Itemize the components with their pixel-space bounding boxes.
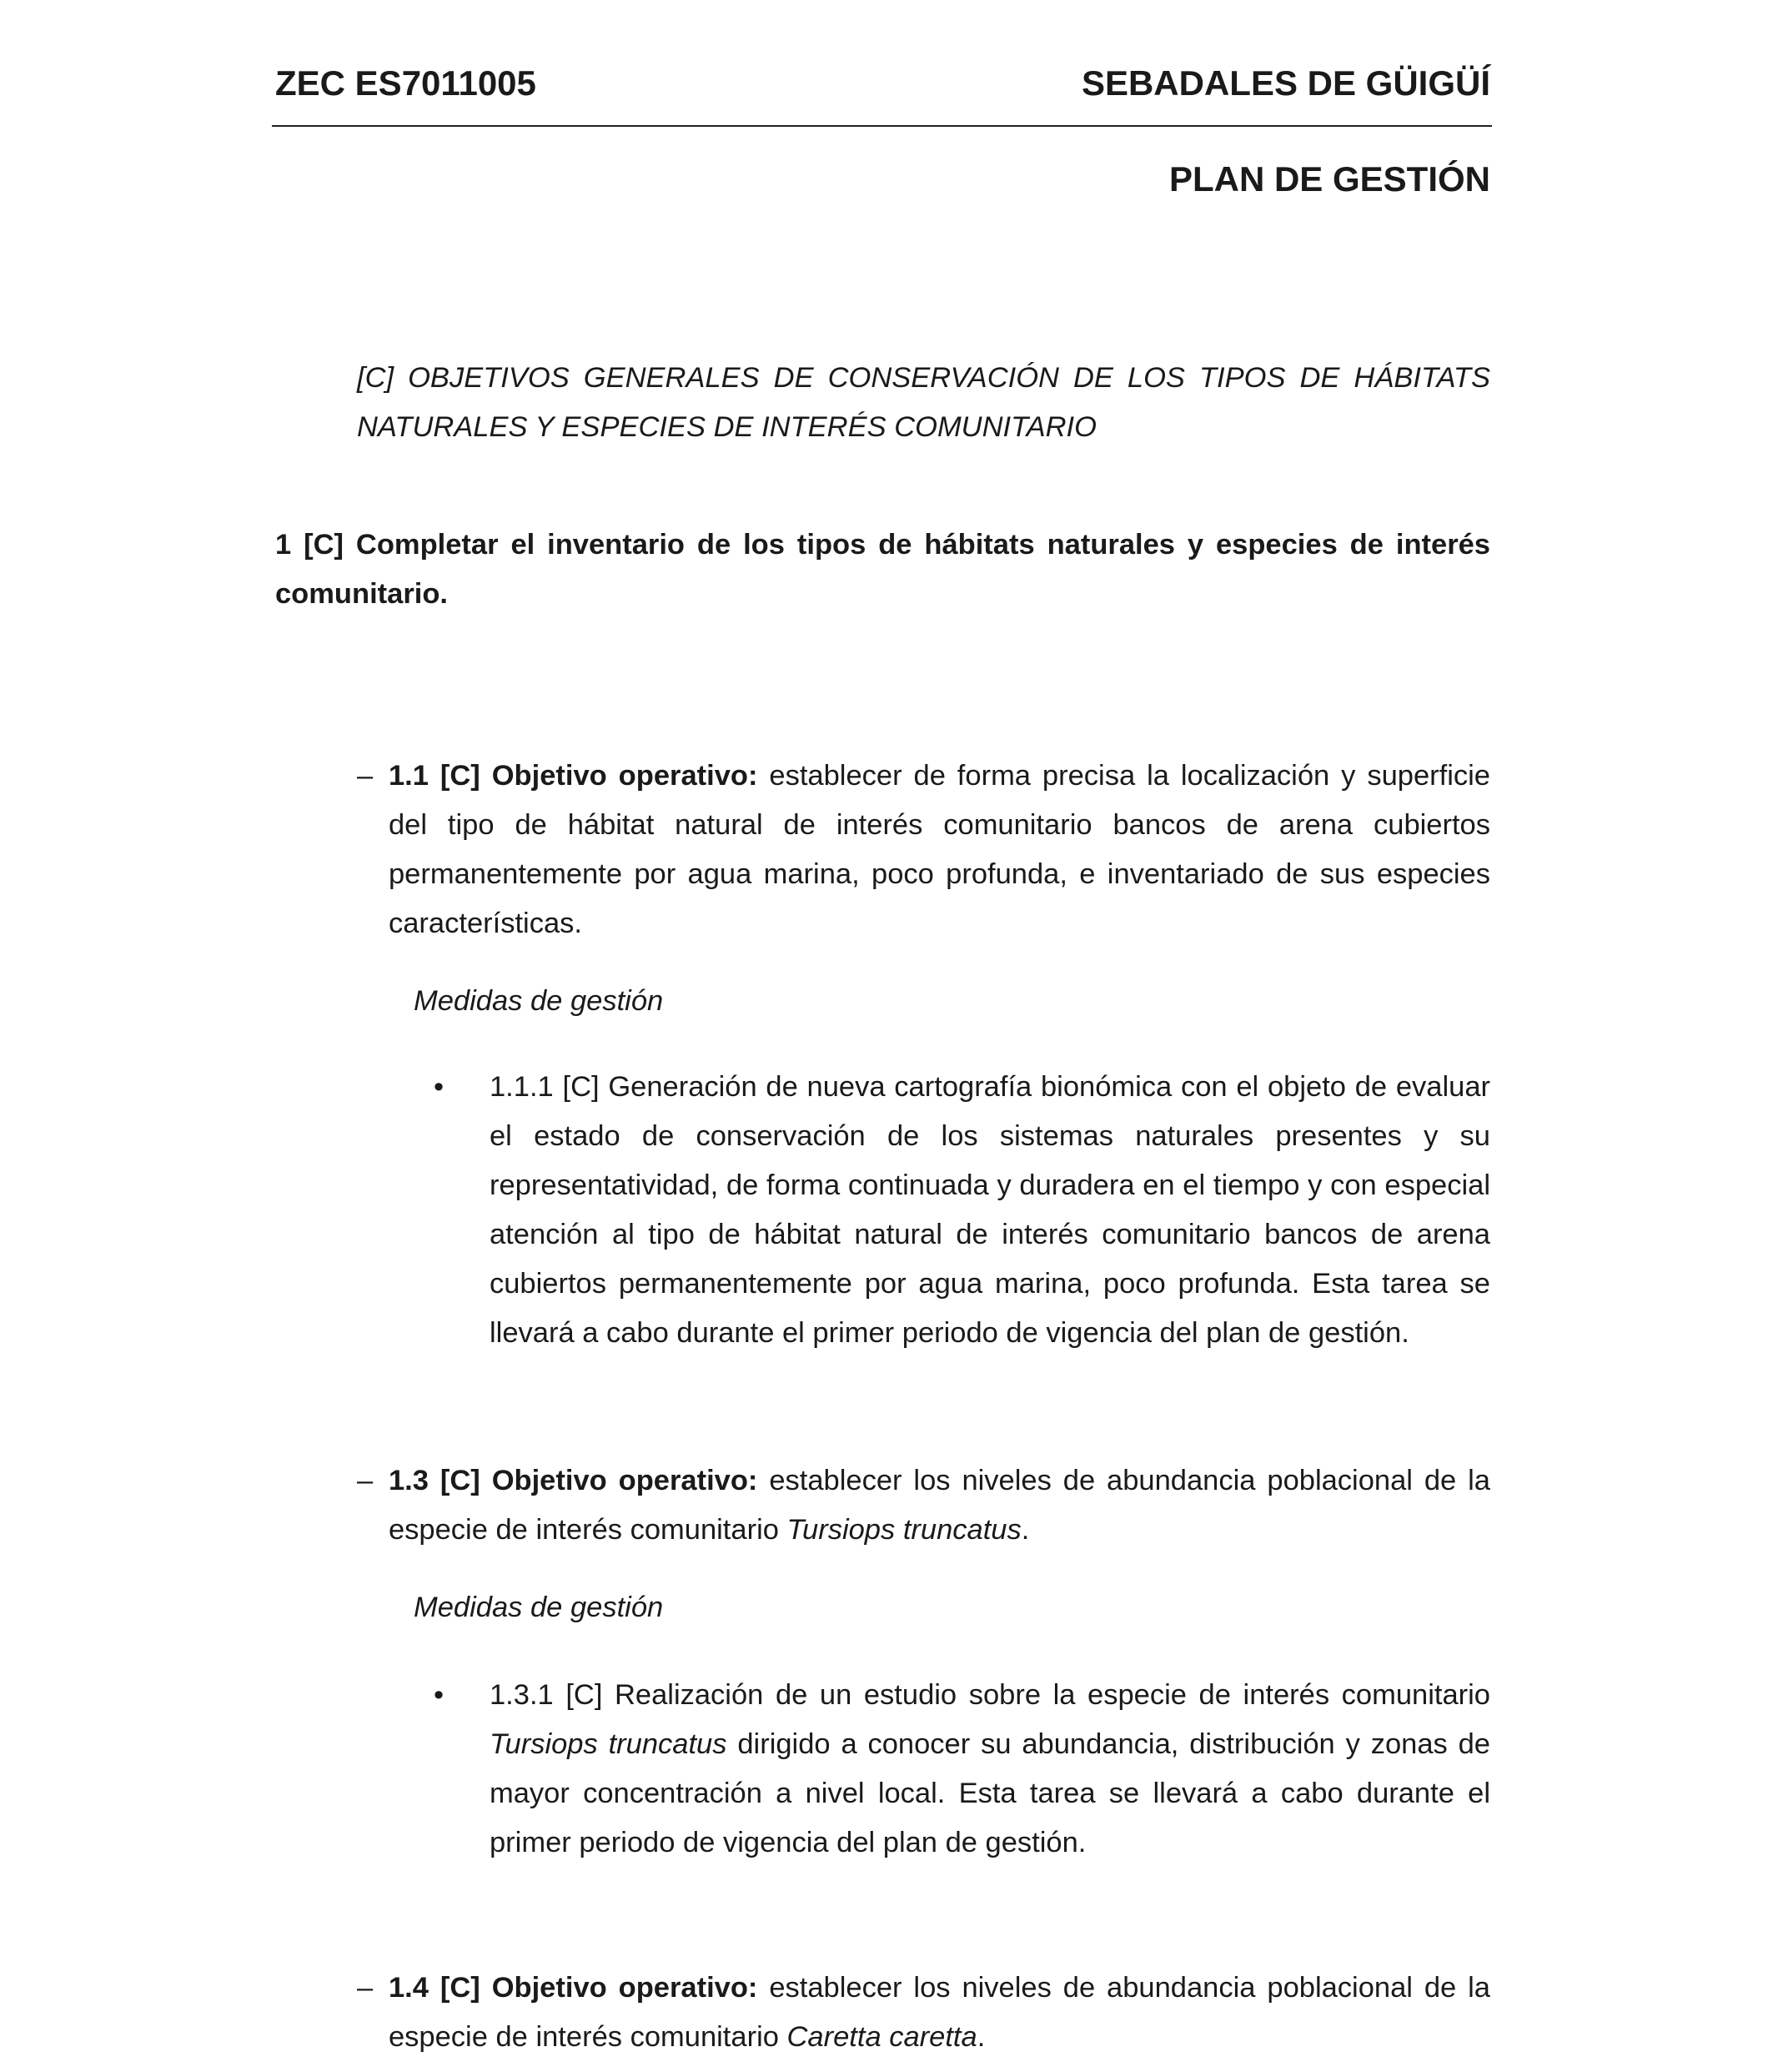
objective-1-3-body: establecer los niveles de abundancia poblacional de la especie de interés comunitario (389, 1465, 1490, 1546)
objective-1-4-end: . (977, 2021, 986, 2053)
header-zec-code: ZEC ES7011005 (275, 63, 536, 103)
general-objectives-heading: [C] OBJETIVOS GENERALES DE CONSERVACIÓN DE LOS TIPOS DE HÁBITATS NATURALES Y ESPECIES DE INTERÉS COMUNITARIO (357, 362, 1490, 443)
measure-1-3-1 (434, 1671, 1490, 1868)
measures-heading-1-1: Medidas de gestión (414, 985, 664, 1017)
objective-1-3 (357, 1456, 1490, 1555)
page-title: PLAN DE GESTIÓN (1168, 159, 1490, 199)
measure-1-3-1-start: 1.3.1 [C] Realización de un estudio sobre la especie de interés comunitario (490, 1679, 1490, 1711)
dash-marker: – (357, 760, 374, 792)
objective-1-3-end: . (1021, 1514, 1030, 1546)
bullet-marker: • (434, 1071, 445, 1103)
measure-1-1-1-text: 1.1.1 [C] Generación de nueva cartografía bionómica con el objeto de evaluar el estado de conservación de los sistemas naturales presentes y su representatividad, de forma continuada y duradera en el tiempo y con especial atención al tipo de hábitat natural de interés comunitario bancos de arena cubiertos permanentemente por agua marina, poco profunda. Esta tarea se llevará a cabo durante el primer periodo de vigencia del plan de gestión. (490, 1071, 1490, 1349)
objective-1-1-text (389, 752, 1490, 948)
header-divider (272, 125, 1492, 127)
species-name: Tursiops truncatus (786, 1514, 1022, 1546)
objective-1-1-label: 1.1 [C] Objetivo operativo: (389, 760, 758, 792)
dash-marker: – (357, 1465, 374, 1496)
header-site-name: SEBADALES DE GÜIGÜÍ (1081, 63, 1490, 103)
objective-1-4-text (389, 1964, 1490, 2062)
objective-1-3-label: 1.3 [C] Objetivo operativo: (389, 1465, 758, 1496)
goal-1-heading: 1 [C] Completar el inventario de los tipos de hábitats naturales y especies de interés comunitario. (275, 529, 1490, 610)
objective-1-4-label: 1.4 [C] Objetivo operativo: (389, 1972, 758, 2004)
species-name: Tursiops truncatus (490, 1728, 727, 1760)
objective-1-4 (357, 1964, 1490, 2062)
species-name: Caretta caretta (786, 2021, 977, 2053)
bullet-marker: • (434, 1679, 445, 1711)
measure-1-1-1 (434, 1063, 1490, 1358)
objective-1-3-text (389, 1456, 1490, 1555)
objective-1-1 (357, 752, 1490, 948)
objective-1-1-body: establecer de forma precisa la localización y superficie del tipo de hábitat natural de interés comunitario bancos de arena cubiertos permanentemente por agua marina, poco profunda, e inventariado de sus especies características. (389, 760, 1490, 939)
dash-marker: – (357, 1972, 374, 2004)
measure-1-3-1-text (490, 1671, 1490, 1868)
measures-heading-1-3: Medidas de gestión (414, 1592, 664, 1623)
objective-1-4-body: establecer los niveles de abundancia poblacional de la especie de interés comunitario (389, 1972, 1490, 2053)
measure-1-3-1-end: dirigido a conocer su abundancia, distribución y zonas de mayor concentración a nivel local. Esta tarea se llevará a cabo durante el primer periodo de vigencia del plan de gestión. (490, 1728, 1490, 1858)
